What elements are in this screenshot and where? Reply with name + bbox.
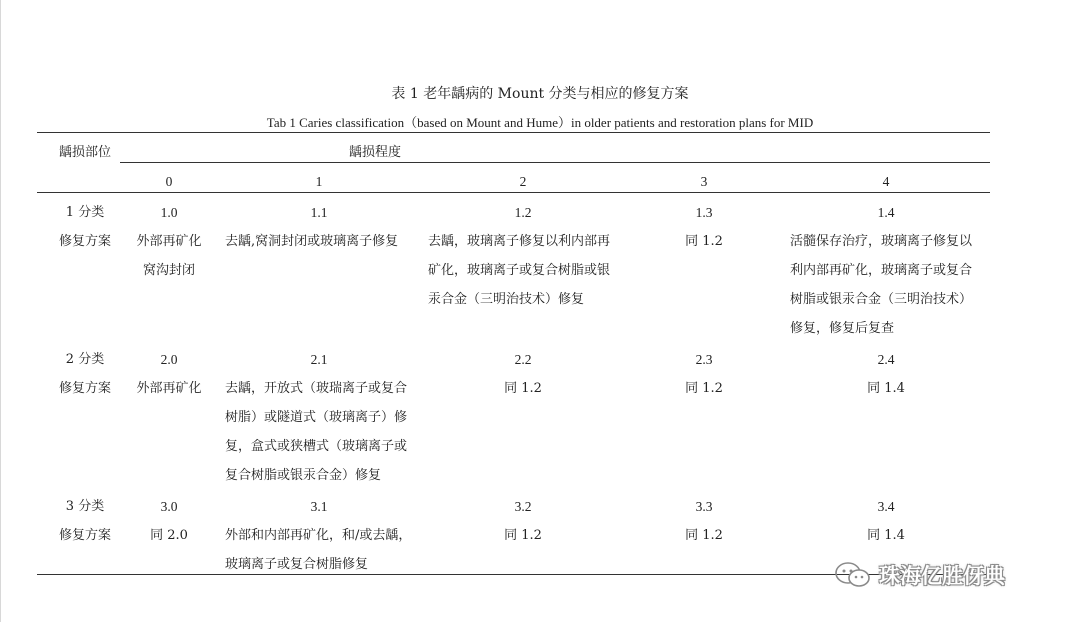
row2-plan-1-line1: 去龋，开放式（玻瑞离子或复合 [225,381,408,396]
row3-plan-2-line1: 同 1.2 [504,528,542,543]
row1-plan-4-line1: 活髓保存治疗，玻璃离子修复以 [790,234,973,249]
row1-plan-label: 修复方案 [58,234,111,249]
row3-code-3: 3.3 [695,499,713,514]
table-top-rule [37,132,990,133]
row3-site: 3 分类 [65,499,105,514]
row3-code-0: 3.0 [160,499,178,514]
row2-plan-2-line1: 同 1.2 [504,381,542,396]
row3-plan-1-line2: 玻璃离子或复合树脂修复 [225,557,369,572]
row2-code-2: 2.2 [514,352,532,367]
wechat-icon [833,560,873,590]
table-header-rule [120,162,990,163]
row1-code-1: 1.1 [310,205,328,220]
row3-plan-1-line1: 外部和内部再矿化，和/或去龋， [225,528,412,543]
header-level-4: 4 [882,174,890,189]
row2-code-0: 2.0 [160,352,178,367]
row1-code-0: 1.0 [160,205,178,220]
row2-site: 2 分类 [65,352,105,367]
table-caption-cn: 表 1 老年龋病的 Mount 分类与相应的修复方案 [391,86,689,102]
header-level-2: 2 [519,174,527,189]
row3-plan-0-line1: 同 2.0 [150,528,188,543]
row2-plan-1-line3: 复，盒式或狭槽式（玻璃离子或 [225,439,408,454]
row1-code-3: 1.3 [695,205,713,220]
row2-plan-1-line2: 树脂）或隧道式（玻璃离子）修 [225,410,408,425]
row1-code-2: 1.2 [514,205,532,220]
header-degree: 龋损程度 [348,145,401,160]
row1-plan-0-line1: 外部再矿化 [136,234,202,249]
row2-code-1: 2.1 [310,352,328,367]
row1-plan-1-line1: 去龋,窝洞封闭或玻璃离子修复 [225,234,399,249]
row1-site: 1 分类 [65,205,105,220]
row3-plan-4-line1: 同 1.4 [867,528,905,543]
row1-plan-4-line2: 利内部再矿化，玻璃离子或复合 [790,263,973,278]
row1-plan-2-line3: 汞合金（三明治技术）修复 [428,292,585,307]
row2-code-4: 2.4 [877,352,895,367]
row2-plan-label: 修复方案 [58,381,111,396]
row2-plan-0-line1: 外部再矿化 [136,381,202,396]
header-level-3: 3 [700,174,708,189]
row2-plan-3-line1: 同 1.2 [685,381,723,396]
row3-plan-label: 修复方案 [58,528,111,543]
row1-plan-3-line1: 同 1.2 [685,234,723,249]
row3-code-1: 3.1 [310,499,328,514]
row1-plan-4-line3: 树脂或银汞合金（三明治技术） [790,292,973,307]
row3-code-2: 3.2 [514,499,532,514]
header-level-0: 0 [165,174,173,189]
row1-code-4: 1.4 [877,205,895,220]
row1-plan-2-line1: 去龋，玻璃离子修复以利内部再 [428,234,611,249]
row2-code-3: 2.3 [695,352,713,367]
row1-plan-0-line2: 窝沟封闭 [142,263,195,278]
row1-plan-2-line2: 矿化，玻璃离子或复合树脂或银 [428,263,611,278]
row3-code-4: 3.4 [877,499,895,514]
header-level-1: 1 [315,174,323,189]
row1-plan-4-line4: 修复，修复后复查 [790,321,895,336]
table-caption-en: Tab 1 Caries classification（based on Mount and Hume）in older patients and restoration plans for MID [266,115,814,130]
row2-plan-4-line1: 同 1.4 [867,381,905,396]
row3-plan-3-line1: 同 1.2 [685,528,723,543]
header-site: 龋损部位 [58,145,111,160]
row2-plan-1-line4: 复合树脂或银汞合金）修复 [225,468,382,483]
watermark-text: 珠海亿胜伢典 [879,564,1005,588]
watermark [833,560,1005,590]
